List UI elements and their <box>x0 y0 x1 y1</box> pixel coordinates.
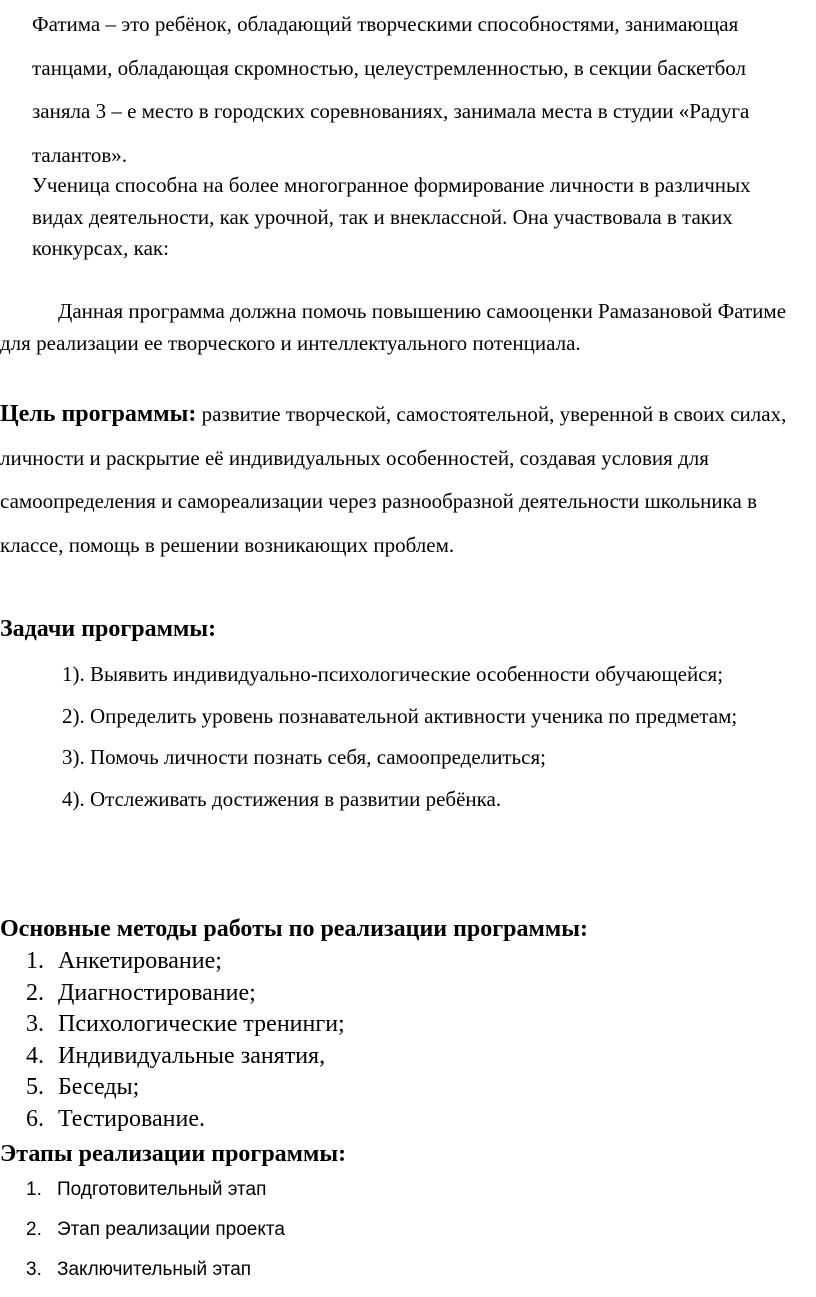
stage-number: 3. <box>26 1259 42 1280</box>
goal-label: Цель программы: <box>0 401 197 427</box>
method-number: 6. <box>26 1105 44 1132</box>
stages-heading: Этапы реализации программы: <box>0 1141 347 1167</box>
method-number: 4. <box>26 1042 44 1069</box>
program-purpose-paragraph: Данная программа должна помочь повышению самооценки Рамазановой Фатиме для реализации ее творческого и интеллектуального потенциала. <box>0 299 787 355</box>
method-text: Анкетирование; <box>58 948 222 974</box>
tasks-list <box>62 654 802 820</box>
goal-text: развитие творческой, самостоятельной, уверенной в своих силах, личности и раскрытие её индивидуальных особенностей, создавая условия для самоопределения и самореализации через разнообразной деятельности школьника в классе, помощь в решении возникающих проблем. <box>0 402 787 557</box>
stage-text: Этап реализации проекта <box>57 1219 285 1240</box>
stage-text: Подготовительный этап <box>57 1179 267 1200</box>
stage-item <box>26 1210 766 1250</box>
method-number: 3. <box>26 1011 44 1037</box>
method-item <box>26 1104 766 1136</box>
method-number: 5. <box>26 1074 44 1100</box>
skills-paragraph: Ученица способна на более многогранное формирование личности в различных видах деятельности, как урочной, так и внеклассной. Она участвовала в таких конкурсах, как: <box>32 173 751 260</box>
method-text: Индивидуальные занятия, <box>58 1042 326 1069</box>
task-item: 4). Отслеживать достижения в развитии ребёнка. <box>62 786 502 811</box>
method-number: 2. <box>26 979 44 1006</box>
tasks-heading: Задачи программы: <box>0 616 217 642</box>
task-item: 2). Определить уровень познавательной активности ученика по предметам; <box>62 703 738 728</box>
stage-item <box>26 1250 766 1290</box>
stage-item <box>26 1170 766 1210</box>
stage-number: 1. <box>26 1179 42 1200</box>
task-item: 3). Помочь личности познать себя, самоопределиться; <box>62 745 546 769</box>
method-item <box>26 1072 766 1104</box>
method-number: 1. <box>26 948 44 974</box>
method-text: Психологические тренинги; <box>58 1011 345 1037</box>
method-item <box>26 946 766 978</box>
task-item: 1). Выявить индивидуально-психологические особенности обучающейся; <box>62 662 724 686</box>
stages-list <box>26 1170 766 1290</box>
method-text: Тестирование. <box>58 1105 205 1132</box>
method-item <box>26 978 766 1010</box>
method-text: Диагностирование; <box>58 979 256 1006</box>
methods-heading: Основные методы работы по реализации программы: <box>0 916 588 942</box>
stage-number: 2. <box>26 1219 42 1240</box>
intro-paragraph: Фатима – это ребёнок, обладающий творческими способностями, занимающая танцами, обладающая скромностью, целеустремленностью, в секции баскетбол заняла 3 – е место в городских соревнованиях, занимала места в студии «Радуга талантов». <box>32 12 750 167</box>
method-text: Беседы; <box>58 1074 140 1100</box>
methods-list <box>26 946 766 1135</box>
method-item <box>26 1009 766 1041</box>
stage-text: Заключительный этап <box>57 1259 252 1280</box>
goal-paragraph <box>0 393 800 567</box>
method-item <box>26 1041 766 1073</box>
